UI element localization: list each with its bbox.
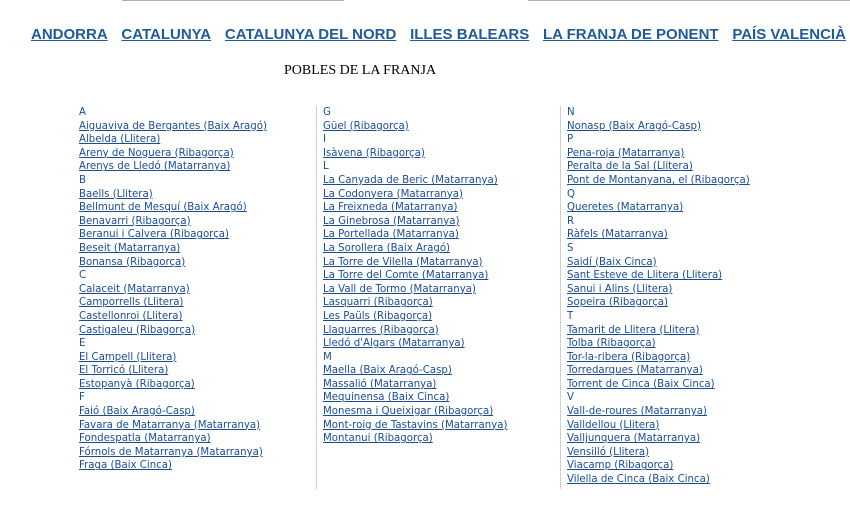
town-link[interactable]: Estopanyà (Ribagorça) [79,378,195,390]
town-link[interactable]: Tor-la-ribera (Ribagorça) [567,351,691,363]
town-link[interactable]: Mequinensa (Baix Cinca) [323,392,450,404]
nav-link-catalunya[interactable]: CATALUNYA [121,26,212,43]
towns-column-3 [560,106,848,489]
top-divider-left [122,0,344,1]
index-letter: I [323,134,327,146]
nav-link-illes-balears[interactable]: ILLES BALEARS [410,26,530,43]
index-letter: V [567,392,574,404]
towns-column-2 [316,106,560,489]
town-link[interactable]: Tolba (Ribagorça) [567,338,656,350]
nav-link-catalunya-del-nord[interactable]: CATALUNYA DEL NORD [224,26,397,43]
town-link[interactable]: Areny de Noguera (Ribagorça) [79,147,234,159]
town-link[interactable]: La Sorollera (Baix Aragó) [323,242,451,254]
town-link[interactable]: Vilella de Cinca (Baix Cinca) [567,474,710,486]
index-letter: R [567,215,575,227]
town-link[interactable]: Tamarit de Llitera (Llitera) [567,324,700,336]
index-letter: A [79,107,86,118]
town-link[interactable]: Vall-de-roures (Matarranya) [567,406,707,418]
town-link[interactable]: La Torre del Comte (Matarranya) [323,270,489,282]
town-link[interactable]: Güel (Ribagorça) [323,120,409,132]
town-link[interactable]: Castigaleu (Ribagorça) [79,324,196,336]
town-link[interactable]: Castellonroi (Llitera) [79,310,183,322]
index-letter: E [79,338,86,350]
town-link[interactable]: Fórnols de Matarranya (Matarranya) [79,446,263,458]
town-link[interactable]: Bellmunt de Mesquí (Baix Aragó) [79,202,247,214]
town-link[interactable]: Sanui i Alins (Llitera) [567,283,673,295]
top-divider-right [528,0,850,1]
town-link[interactable]: Sopeira (Ribagorça) [567,297,669,309]
town-link[interactable]: La Ginebrosa (Matarranya) [323,215,460,227]
town-link[interactable]: Isàvena (Ribagorça) [323,147,425,159]
town-link[interactable]: Camporrells (Llitera) [79,297,184,309]
index-letter: Q [567,188,576,200]
town-link[interactable]: Viacamp (Ribagorça) [567,460,674,472]
town-link[interactable]: El Torricó (Llitera) [79,365,169,377]
town-link[interactable]: Lasquarri (Ribagorça) [323,297,433,309]
town-link[interactable]: La Freixneda (Matarranya) [323,202,458,214]
town-link[interactable]: El Campell (Llitera) [79,351,177,363]
index-letter: G [323,107,331,118]
nav-link-la-franja-de-ponent[interactable]: LA FRANJA DE PONENT [543,26,719,43]
town-link[interactable]: La Torre de Vilella (Matarranya) [323,256,483,268]
town-link[interactable]: Massalió (Matarranya) [323,378,437,390]
town-link[interactable]: Saidí (Baix Cinca) [567,256,657,268]
index-letter: C [79,270,87,282]
index-letter: S [567,242,574,254]
town-link[interactable]: Peralta de la Sal (Llitera) [567,161,693,173]
town-link[interactable]: Les Paüls (Ribagorça) [323,310,433,322]
town-link[interactable]: Beranui i Calvera (Ribagorça) [79,229,229,241]
index-letter: T [567,310,574,322]
town-link[interactable]: Baells (Llitera) [79,188,153,200]
town-link[interactable]: Fondespatla (Matarranya) [79,433,211,445]
town-link[interactable]: Lledó d'Algars (Matarranya) [323,338,465,350]
town-link[interactable]: Maella (Baix Aragó-Casp) [323,365,452,377]
town-link[interactable]: Montanui (Ribagorça) [323,433,433,445]
town-link[interactable]: La Portellada (Matarranya) [323,229,459,241]
town-link[interactable]: Nonasp (Baix Aragó-Casp) [567,120,701,132]
index-letter: M [323,351,332,363]
town-link[interactable]: Ràfels (Matarranya) [567,229,668,241]
nav-link-andorra[interactable]: ANDORRA [31,26,108,43]
town-link[interactable]: Albelda (Llitera) [79,134,161,146]
town-link[interactable]: Arenys de Lledó (Matarranya) [79,161,231,173]
town-link[interactable]: Valldellou (Llitera) [567,419,660,431]
town-link[interactable]: Bonansa (Ribagorça) [79,256,186,268]
town-link[interactable]: Queretes (Matarranya) [567,202,684,214]
page-title: POBLES DE LA FRANJA [284,63,437,78]
town-link[interactable]: Vensilló (Llitera) [567,446,650,458]
town-link[interactable]: Pena-roja (Matarranya) [567,147,685,159]
town-link[interactable]: Torredarques (Matarranya) [567,365,703,377]
town-link[interactable]: Fraga (Baix Cinca) [79,460,173,472]
index-letter: F [79,392,85,404]
town-link[interactable]: Torrent de Cinca (Baix Cinca) [567,378,715,390]
town-link[interactable]: Faió (Baix Aragó-Casp) [79,406,195,418]
town-link[interactable]: Valljunquera (Matarranya) [567,433,701,445]
towns-column-1 [72,106,316,489]
region-nav [31,26,846,43]
index-letter: B [79,174,86,186]
town-link[interactable]: La Canyada de Beric (Matarranya) [323,174,498,186]
town-link[interactable]: Sant Esteve de Llitera (Llitera) [567,270,723,282]
town-link[interactable]: Favara de Matarranya (Matarranya) [79,419,261,431]
town-link[interactable]: Mont-roig de Tastavins (Matarranya) [323,419,508,431]
town-link[interactable]: Benavarri (Ribagorça) [79,215,191,227]
town-link[interactable]: La Codonyera (Matarranya) [323,188,464,200]
town-link[interactable]: Beseit (Matarranya) [79,242,181,254]
town-link[interactable]: Pont de Montanyana, el (Ribagorça) [567,174,750,186]
town-link[interactable]: Aiguaviva de Bergantes (Baix Aragó) [79,120,267,132]
town-link[interactable]: Calaceit (Matarranya) [79,283,190,295]
nav-link-pais-valencia[interactable]: PAÍS VALENCIÀ [732,26,846,43]
town-link[interactable]: Llaquarres (Ribagorça) [323,324,439,336]
town-link[interactable]: Monesma i Queixigar (Ribagorça) [323,406,494,418]
town-link[interactable]: La Vall de Tormo (Matarranya) [323,283,476,295]
index-letter: P [567,134,574,146]
index-letter: L [323,161,329,173]
index-letter: N [567,107,575,118]
